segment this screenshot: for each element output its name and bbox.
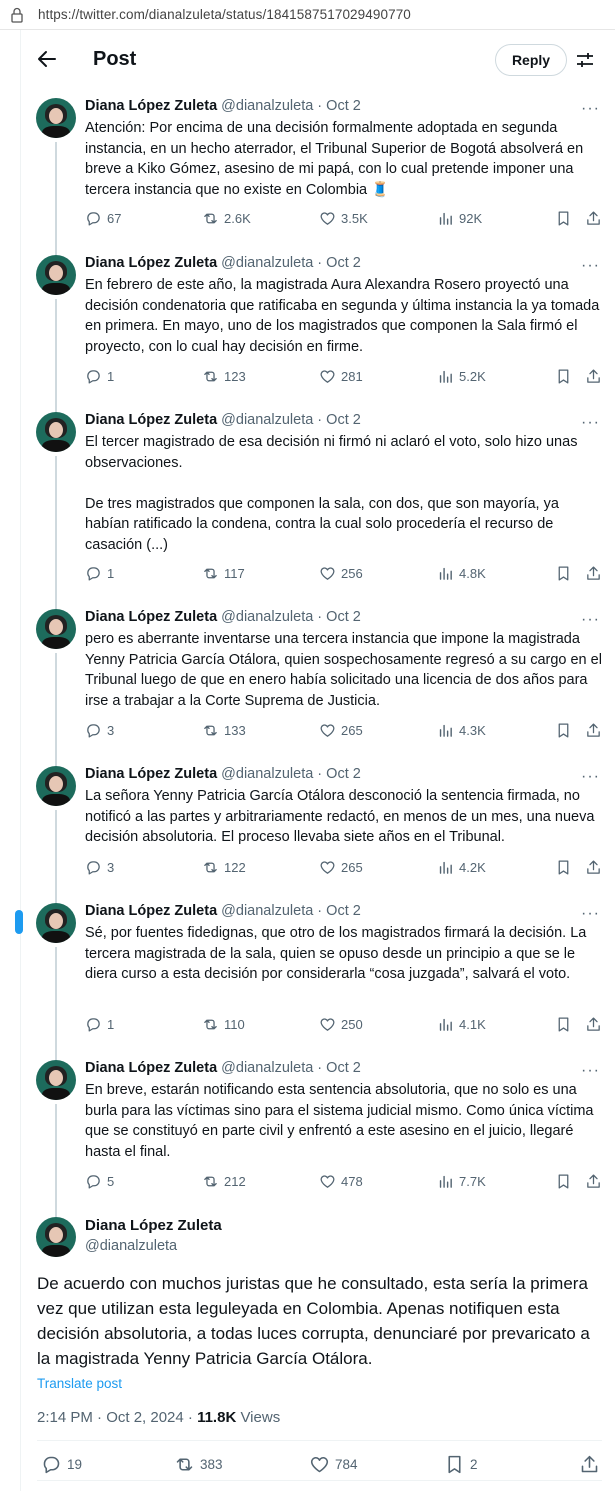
- avatar[interactable]: [36, 766, 76, 806]
- repost-count: 133: [224, 723, 246, 738]
- page-title: Post: [93, 48, 137, 70]
- divider: [37, 1440, 602, 1441]
- tweet-text: Sé, por fuentes fidedignas, que otro de los magistrados firmará la decisión. La tercera magistrada de la sala, quien se opuso desde un principio a que se le diera curso a esta decisión por considerarla “cosa juzgada”, salvará el voto.: [85, 925, 587, 982]
- views-action[interactable]: [437, 1173, 486, 1190]
- more-icon[interactable]: ···: [581, 768, 600, 785]
- tweet-actions: [85, 1016, 605, 1036]
- views-action[interactable]: [437, 210, 482, 227]
- author-handle-date[interactable]: @dianalzuleta · Oct 2: [221, 766, 361, 782]
- bookmark-count: 2: [470, 1457, 478, 1472]
- views-label: Views: [236, 1409, 281, 1426]
- author-handle-date[interactable]: @dianalzuleta · Oct 2: [221, 412, 361, 428]
- bookmark-action[interactable]: [555, 368, 577, 385]
- like-action[interactable]: [319, 1016, 363, 1033]
- repost-icon: [202, 565, 219, 582]
- like-count: 478: [341, 1174, 363, 1189]
- like-icon: [319, 1016, 336, 1033]
- reply-action[interactable]: [85, 859, 114, 876]
- tweet-meta: [85, 766, 361, 782]
- like-count: 265: [341, 860, 363, 875]
- reply-count: 3: [107, 860, 115, 875]
- reply-icon: [85, 368, 102, 385]
- thread-tweet[interactable]: [21, 766, 615, 903]
- like-icon: [319, 722, 336, 739]
- bookmark-icon: [555, 210, 572, 227]
- bookmark-action[interactable]: [555, 210, 577, 227]
- repost-count: 123: [224, 369, 246, 384]
- author-name[interactable]: Diana López Zuleta: [85, 1217, 222, 1234]
- views-icon: [437, 1016, 454, 1033]
- back-arrow-icon[interactable]: [37, 49, 57, 69]
- thread-tweet[interactable]: [21, 255, 615, 412]
- reply-icon: [85, 722, 102, 739]
- post-page: [20, 30, 615, 1491]
- share-action[interactable]: [585, 859, 607, 876]
- share-action[interactable]: [585, 1016, 607, 1033]
- share-icon: [585, 722, 602, 739]
- reply-count: 1: [107, 1017, 115, 1032]
- reply-count: 19: [67, 1457, 83, 1472]
- browser-url-bar[interactable]: [0, 0, 615, 30]
- like-action[interactable]: [319, 565, 363, 582]
- author-name[interactable]: Diana López Zuleta: [85, 412, 218, 428]
- reply-count: 5: [107, 1174, 115, 1189]
- views-action[interactable]: [437, 722, 486, 739]
- views-action[interactable]: [437, 1016, 486, 1033]
- main-tweet-text: De acuerdo con muchos juristas que he consultado, esta sería la primera vez que utilizan esta leguleyada en Colombia. Apenas notifiquen esta decisión absolutoria, a todas luces corrupta, denunciaré por prevaricato a la magistrada Yenny Patricia García Otálora.: [37, 1274, 590, 1368]
- reply-icon: [85, 1173, 102, 1190]
- view-count: 5.2K: [459, 369, 486, 384]
- reply-count: 1: [107, 566, 115, 581]
- author-handle[interactable]: @dianalzuleta: [85, 1238, 178, 1254]
- views-icon: [437, 565, 454, 582]
- like-action[interactable]: [319, 1173, 363, 1190]
- repost-action[interactable]: [202, 722, 246, 739]
- more-icon[interactable]: ···: [581, 1062, 600, 1079]
- thread-line: [55, 653, 57, 766]
- bookmark-icon: [555, 368, 572, 385]
- repost-count: 117: [224, 566, 245, 581]
- more-icon[interactable]: ···: [581, 414, 600, 431]
- bookmark-icon: [555, 1016, 572, 1033]
- thread-tweet[interactable]: [21, 412, 615, 609]
- like-count: 3.5K: [341, 211, 368, 226]
- tweet-actions: [85, 722, 605, 742]
- browser-url[interactable]: https://twitter.com/dianalzuleta/status/1841587517029490770: [38, 7, 411, 22]
- thread-tweet[interactable]: [21, 609, 615, 766]
- views-icon: [437, 722, 454, 739]
- tweet-actions: [85, 210, 605, 230]
- repost-action[interactable]: [202, 1173, 246, 1190]
- reply-action[interactable]: [85, 1173, 114, 1190]
- author-name[interactable]: Diana López Zuleta: [85, 766, 218, 782]
- like-count: 784: [335, 1457, 358, 1472]
- view-count: 92K: [459, 211, 483, 226]
- share-action[interactable]: [585, 722, 607, 739]
- author-name[interactable]: Diana López Zuleta: [85, 903, 218, 919]
- thread-line: [55, 1104, 57, 1217]
- repost-count: 110: [224, 1017, 245, 1032]
- repost-icon: [174, 1454, 195, 1475]
- repost-action[interactable]: [202, 565, 245, 582]
- more-icon[interactable]: ···: [581, 611, 600, 628]
- avatar[interactable]: [36, 903, 76, 943]
- share-icon: [585, 859, 602, 876]
- tune-icon[interactable]: [575, 50, 595, 70]
- reply-count: 3: [107, 723, 115, 738]
- repost-count: 212: [224, 1174, 246, 1189]
- reply-icon: [85, 1016, 102, 1033]
- repost-count: 2.6K: [224, 211, 251, 226]
- author-handle-date[interactable]: @dianalzuleta · Oct 2: [221, 903, 361, 919]
- like-icon: [319, 565, 336, 582]
- author-handle-date[interactable]: @dianalzuleta · Oct 2: [221, 98, 361, 114]
- share-action[interactable]: [579, 1454, 605, 1475]
- like-icon: [319, 368, 336, 385]
- like-icon: [309, 1454, 330, 1475]
- translate-post-link[interactable]: Translate post: [37, 1376, 123, 1391]
- repost-icon: [202, 859, 219, 876]
- views-action[interactable]: [437, 859, 486, 876]
- reply-action[interactable]: [85, 368, 114, 385]
- like-action[interactable]: [319, 859, 363, 876]
- avatar[interactable]: [36, 98, 76, 138]
- bookmark-action[interactable]: [555, 1016, 577, 1033]
- tweet-text: Atención: Por encima de una decisión formalmente adoptada en segunda instancia, en un hecho aterrador, el Tribunal Superior de Bogotá absolverá en breve a Kiko Gómez, asesino de mi papá, con lo cual pretende imponer una tercera instancia que no existe en Colombia 🧵: [85, 120, 584, 198]
- like-action[interactable]: [319, 368, 363, 385]
- share-icon: [579, 1454, 600, 1475]
- views-action[interactable]: [437, 368, 486, 385]
- view-count: 4.3K: [459, 723, 486, 738]
- more-icon[interactable]: ···: [581, 905, 600, 922]
- reply-icon: [41, 1454, 62, 1475]
- share-icon: [585, 1173, 602, 1190]
- bookmark-icon: [555, 1173, 572, 1190]
- share-icon: [585, 210, 602, 227]
- bookmark-action[interactable]: [555, 859, 577, 876]
- reply-action[interactable]: [85, 210, 121, 227]
- tweet-actions: [85, 1173, 605, 1193]
- share-action[interactable]: [585, 368, 607, 385]
- tweet-meta: [85, 255, 361, 271]
- tweet-meta: [85, 98, 361, 114]
- share-action[interactable]: [585, 210, 607, 227]
- view-count: 4.1K: [459, 1017, 486, 1032]
- avatar[interactable]: [36, 412, 76, 452]
- repost-count: 383: [200, 1457, 223, 1472]
- tweet-actions: [85, 565, 605, 585]
- more-icon[interactable]: ···: [581, 257, 600, 274]
- thread-line: [55, 299, 57, 412]
- repost-icon: [202, 210, 219, 227]
- tweet-text: El tercer magistrado de esa decisión ni firmó ni aclaró el voto, solo hizo unas observaciones. De tres magistrados que componen la sala, con dos, que son mayoría, ya habían ratificado la condena, contra la cual solo procedería el recurso de casación (...): [85, 434, 578, 553]
- lock-icon: [10, 7, 24, 23]
- bookmark-action[interactable]: [444, 1454, 478, 1475]
- share-icon: [585, 565, 602, 582]
- tweet-meta: [85, 412, 361, 428]
- tweet-text: La señora Yenny Patricia García Otálora desconoció la sentencia firmada, no notificó a las partes y arbitrariamente redactó, en menos de un mes, una nueva decisión absolutoria. El proceso llevaba siete años en el Tribunal.: [85, 788, 595, 845]
- bookmark-icon: [555, 722, 572, 739]
- tweet-actions: [85, 859, 605, 879]
- thread-tweet[interactable]: [21, 1060, 615, 1217]
- view-count: 4.2K: [459, 860, 486, 875]
- share-icon: [585, 368, 602, 385]
- bookmark-action[interactable]: [555, 722, 577, 739]
- tweet-text: En breve, estarán notificando esta sentencia absolutoria, que no solo es una burla para las víctimas sino para el sistema judicial mismo. Como única víctima que se constituyó en parte civil y enfrentó a este asesino en el juicio, llegaré hasta el final.: [85, 1082, 594, 1160]
- views-icon: [437, 368, 454, 385]
- repost-icon: [202, 368, 219, 385]
- view-count: 11.8K: [197, 1409, 237, 1426]
- avatar[interactable]: [36, 1217, 76, 1257]
- repost-action[interactable]: [174, 1454, 223, 1475]
- author-name[interactable]: Diana López Zuleta: [85, 255, 218, 271]
- like-count: 281: [341, 369, 363, 384]
- avatar[interactable]: [36, 255, 76, 295]
- like-action[interactable]: [319, 722, 363, 739]
- repost-icon: [202, 1016, 219, 1033]
- like-action[interactable]: [309, 1454, 358, 1475]
- author-name[interactable]: Diana López Zuleta: [85, 1060, 218, 1076]
- post-time[interactable]: 2:14 PM · Oct 2, 2024 ·: [37, 1409, 198, 1426]
- reply-action[interactable]: [85, 565, 114, 582]
- thread-line: [55, 810, 57, 903]
- like-icon: [319, 1173, 336, 1190]
- reply-action[interactable]: [41, 1454, 82, 1475]
- share-action[interactable]: [585, 565, 607, 582]
- reply-count: 1: [107, 369, 115, 384]
- like-count: 256: [341, 566, 363, 581]
- more-icon[interactable]: ···: [581, 100, 600, 117]
- tweet-text: pero es aberrante inventarse una tercera instancia que impone la magistrada Yenny Patricia García Otálora, quien sospechosamente regresó a su cargo en el Tribunal luego de que en enero había solicitado una licencia de dos años para irse a trabajar a la Corte Suprema de Justicia.: [85, 631, 602, 709]
- repost-action[interactable]: [202, 859, 246, 876]
- author-name[interactable]: Diana López Zuleta: [85, 98, 218, 114]
- main-tweet: [21, 1217, 615, 1487]
- bookmark-icon: [444, 1454, 465, 1475]
- reply-icon: [85, 859, 102, 876]
- author-handle-date[interactable]: @dianalzuleta · Oct 2: [221, 1060, 361, 1076]
- bookmark-icon: [555, 565, 572, 582]
- share-action[interactable]: [585, 1173, 607, 1190]
- author-handle-date[interactable]: @dianalzuleta · Oct 2: [221, 609, 361, 625]
- repost-action[interactable]: [202, 368, 246, 385]
- thread-line: [55, 456, 57, 609]
- reply-action[interactable]: [85, 722, 114, 739]
- repost-action[interactable]: [202, 1016, 245, 1033]
- post-header: [21, 30, 615, 88]
- views-icon: [437, 1173, 454, 1190]
- like-count: 250: [341, 1017, 363, 1032]
- thread-tweet[interactable]: [21, 903, 615, 1060]
- thread-line: [55, 947, 57, 1060]
- thread-tweet[interactable]: [21, 98, 615, 255]
- post-timestamp: [37, 1409, 280, 1426]
- divider: [37, 1480, 602, 1481]
- reply-button[interactable]: Reply: [495, 44, 567, 76]
- bookmark-action[interactable]: [555, 565, 577, 582]
- tweet-meta: [85, 903, 361, 919]
- repost-icon: [202, 722, 219, 739]
- thread-line: [55, 142, 57, 255]
- main-actions: [41, 1454, 601, 1476]
- like-count: 265: [341, 723, 363, 738]
- repost-count: 122: [224, 860, 246, 875]
- tweet-actions: [85, 368, 605, 388]
- views-icon: [437, 859, 454, 876]
- views-icon: [437, 210, 454, 227]
- view-count: 7.7K: [459, 1174, 486, 1189]
- tweet-meta: [85, 609, 361, 625]
- author-name[interactable]: Diana López Zuleta: [85, 609, 218, 625]
- repost-icon: [202, 1173, 219, 1190]
- like-action[interactable]: [319, 210, 368, 227]
- tweet-meta: [85, 1060, 361, 1076]
- tweet-text: En febrero de este año, la magistrada Aura Alexandra Rosero proyectó una decisión condenatoria que ratificaba en segunda y última instancia la ya tomada en primera. En mayo, uno de los magistrados que componen la Sala firmó el proyecto, con lo cual hay decisión en firme.: [85, 277, 600, 355]
- reply-icon: [85, 210, 102, 227]
- view-count: 4.8K: [459, 566, 486, 581]
- avatar[interactable]: [36, 1060, 76, 1100]
- avatar[interactable]: [36, 609, 76, 649]
- like-icon: [319, 210, 336, 227]
- like-icon: [319, 859, 336, 876]
- share-icon: [585, 1016, 602, 1033]
- bookmark-icon: [555, 859, 572, 876]
- views-action[interactable]: [437, 565, 486, 582]
- reply-count: 67: [107, 211, 122, 226]
- repost-action[interactable]: [202, 210, 251, 227]
- bookmark-action[interactable]: [555, 1173, 577, 1190]
- reply-action[interactable]: [85, 1016, 114, 1033]
- reply-icon: [85, 565, 102, 582]
- author-handle-date[interactable]: @dianalzuleta · Oct 2: [221, 255, 361, 271]
